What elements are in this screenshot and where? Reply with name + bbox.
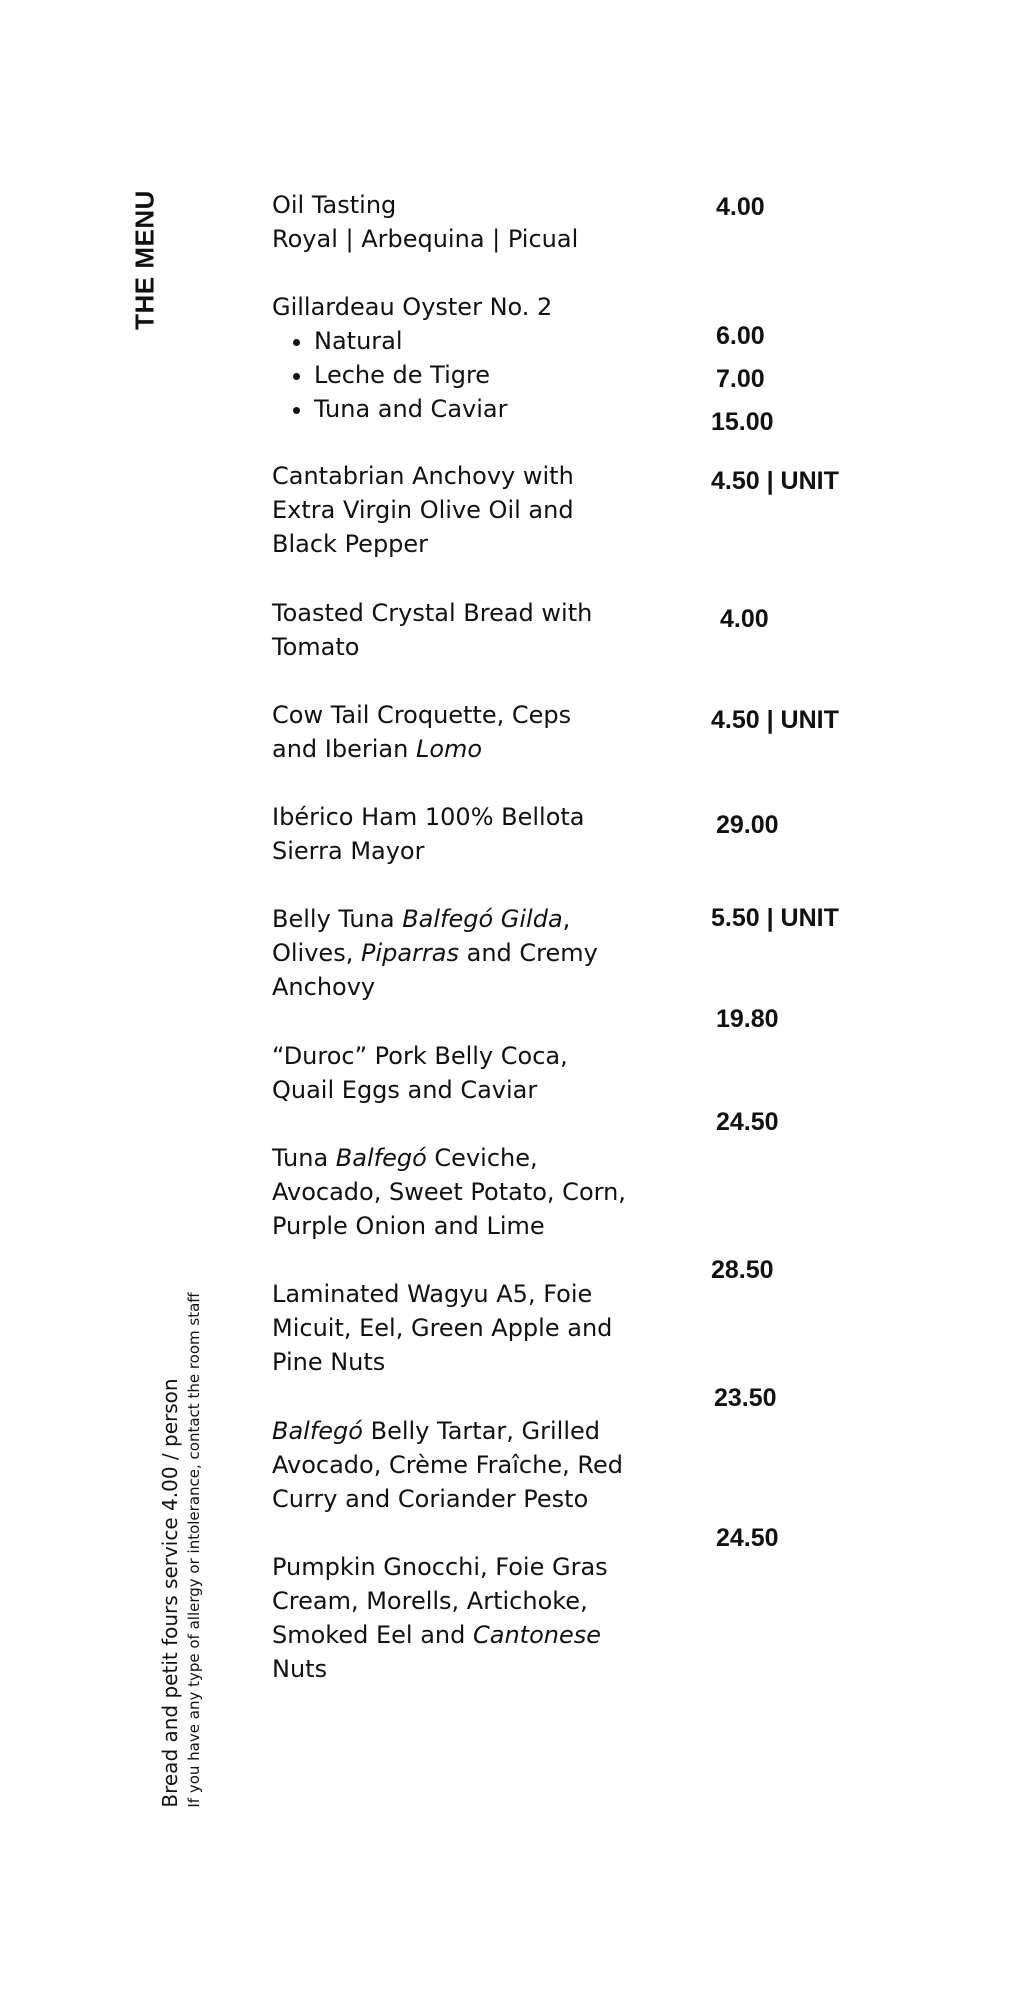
item-line: Toasted Crystal Bread with — [272, 599, 593, 627]
option-price-tuna-caviar: 15.00 — [711, 408, 774, 436]
menu-item-belly-tuna — [272, 902, 642, 1004]
item-line — [272, 936, 642, 970]
item-line: Black Pepper — [272, 530, 429, 558]
item-line — [272, 902, 642, 936]
item-line: Quail Eggs and Caviar — [272, 1076, 538, 1104]
item-price: 23.50 — [714, 1384, 777, 1412]
item-text: and Iberian — [272, 735, 409, 763]
item-price: 4.00 — [716, 193, 765, 221]
item-italic-text: Balfegó Gilda — [402, 905, 563, 933]
item-name: Oil Tasting — [272, 191, 397, 219]
side-note — [156, 1292, 204, 1807]
item-line: Cow Tail Croquette, Ceps — [272, 701, 572, 729]
item-price: 24.50 — [716, 1108, 779, 1136]
item-description: Royal | Arbequina | Picual — [272, 225, 579, 253]
item-line: Anchovy — [272, 973, 376, 1001]
item-line: Cantabrian Anchovy with — [272, 462, 574, 490]
item-line: Micuit, Eel, Green Apple and — [272, 1314, 613, 1342]
item-line — [272, 1414, 642, 1448]
item-text: Smoked Eel and — [272, 1621, 466, 1649]
item-price: 4.50 | UNIT — [711, 467, 839, 495]
item-italic-text: Lomo — [415, 735, 483, 763]
menu-item-oyster — [272, 290, 642, 426]
menu-item-crystal-bread — [272, 596, 642, 664]
item-price: 5.50 | UNIT — [711, 904, 839, 932]
menu-item-croquette — [272, 698, 642, 766]
item-line: Cream, Morells, Artichoke, — [272, 1587, 588, 1615]
item-line: Ibérico Ham 100% Bellota — [272, 803, 585, 831]
menu-item-balfego-tartar — [272, 1414, 642, 1516]
option-price-leche-de-tigre: 7.00 — [716, 365, 765, 393]
item-price: 29.00 — [716, 811, 779, 839]
menu-item-anchovy — [272, 459, 642, 561]
option-price-natural: 6.00 — [716, 322, 765, 350]
item-line: Avocado, Sweet Potato, Corn, — [272, 1178, 626, 1206]
item-line: Extra Virgin Olive Oil and — [272, 496, 574, 524]
item-name: Gillardeau Oyster No. 2 — [272, 293, 553, 321]
item-line — [272, 732, 642, 766]
item-line: Laminated Wagyu A5, Foie — [272, 1280, 593, 1308]
item-options — [272, 324, 642, 426]
item-text: , — [562, 905, 571, 933]
item-line — [272, 1618, 642, 1652]
item-italic-text: Balfegó — [335, 1144, 427, 1172]
option-tuna-caviar: • Tuna and Caviar — [314, 392, 642, 426]
item-italic-text: Balfegó — [272, 1417, 363, 1445]
item-line: Pine Nuts — [272, 1348, 386, 1376]
menu-item-tuna-ceviche — [272, 1141, 642, 1243]
item-text: Olives, — [272, 939, 354, 967]
item-price: 4.00 — [720, 605, 769, 633]
item-price: 24.50 — [716, 1524, 779, 1552]
item-text: Belly Tuna — [272, 905, 395, 933]
item-price: 4.50 | UNIT — [711, 706, 839, 734]
item-line: Sierra Mayor — [272, 837, 425, 865]
menu-item-duroc-coca — [272, 1039, 642, 1107]
item-line: “Duroc” Pork Belly Coca, — [272, 1042, 568, 1070]
menu-item-oil-tasting — [272, 188, 642, 256]
option-natural: • Natural — [314, 324, 642, 358]
item-line: Curry and Coriander Pesto — [272, 1485, 589, 1513]
item-text: Belly Tartar, Grilled — [370, 1417, 600, 1445]
option-leche-de-tigre: • Leche de Tigre — [314, 358, 642, 392]
item-line: Nuts — [272, 1655, 328, 1683]
item-price: 28.50 — [711, 1256, 774, 1284]
item-italic-text: Piparras — [360, 939, 459, 967]
item-text: and Cremy — [466, 939, 598, 967]
item-line: Tomato — [272, 633, 360, 661]
service-note: Bread and petit fours service 4.00 / person — [158, 1378, 182, 1808]
item-text: Tuna — [272, 1144, 329, 1172]
item-line: Purple Onion and Lime — [272, 1212, 545, 1240]
menu-item-iberico-ham — [272, 800, 642, 868]
menu-item-wagyu — [272, 1277, 642, 1379]
item-italic-text: Cantonese — [473, 1621, 602, 1649]
item-line — [272, 1141, 642, 1175]
item-line: Pumpkin Gnocchi, Foie Gras — [272, 1553, 608, 1581]
item-price: 19.80 — [716, 1005, 779, 1033]
item-text: Ceviche, — [434, 1144, 538, 1172]
item-line: Avocado, Crème Fraîche, Red — [272, 1451, 623, 1479]
menu-item-pumpkin-gnocchi — [272, 1550, 642, 1686]
page-title: THE MENU — [129, 190, 160, 330]
allergy-note: If you have any type of allergy or intolerance, contact the room staff — [185, 1292, 203, 1808]
